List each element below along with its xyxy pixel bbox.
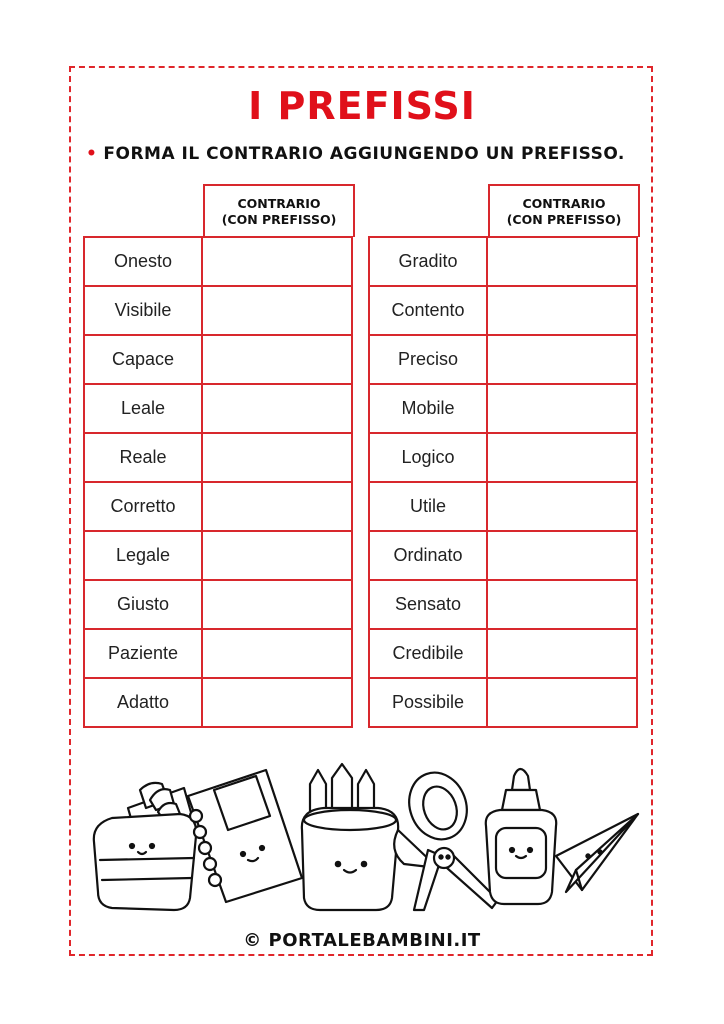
- word-cell: Onesto: [84, 237, 202, 286]
- header-line-1: CONTRARIO: [522, 196, 606, 211]
- word-cell: Visibile: [84, 286, 202, 335]
- word-cell: Mobile: [369, 384, 487, 433]
- word-cell: Preciso: [369, 335, 487, 384]
- answer-cell[interactable]: [487, 629, 637, 678]
- answer-cell[interactable]: [487, 286, 637, 335]
- table-row: [369, 678, 637, 727]
- table-row: [84, 433, 352, 482]
- answer-cell[interactable]: [202, 384, 352, 433]
- bullet-icon: •: [86, 144, 98, 164]
- word-cell: Gradito: [369, 237, 487, 286]
- answer-cell[interactable]: [202, 433, 352, 482]
- table-row: [84, 580, 352, 629]
- answer-cell[interactable]: [202, 286, 352, 335]
- table-row: [369, 433, 637, 482]
- answer-cell[interactable]: [487, 580, 637, 629]
- notebook-icon: [188, 770, 302, 902]
- answer-cell[interactable]: [487, 531, 637, 580]
- table-row: [84, 384, 352, 433]
- table-row: [369, 580, 637, 629]
- word-cell: Leale: [84, 384, 202, 433]
- table-row: [369, 531, 637, 580]
- answer-cell[interactable]: [487, 335, 637, 384]
- left-word-table: [83, 236, 353, 728]
- word-cell: Legale: [84, 531, 202, 580]
- answer-cell[interactable]: [487, 482, 637, 531]
- answer-cell[interactable]: [202, 678, 352, 727]
- answer-cell[interactable]: [202, 237, 352, 286]
- answer-cell[interactable]: [487, 433, 637, 482]
- table-row: [369, 384, 637, 433]
- word-cell: Giusto: [84, 580, 202, 629]
- header-line-2: (CON PREFISSO): [221, 212, 337, 227]
- school-supplies-illustration: [88, 760, 640, 920]
- answer-cell[interactable]: [202, 580, 352, 629]
- glue-bottle-icon: [486, 769, 556, 904]
- left-answer-header: [203, 184, 355, 237]
- word-cell: Credibile: [369, 629, 487, 678]
- paper-plane-icon: [556, 814, 638, 892]
- word-cell: Contento: [369, 286, 487, 335]
- crayon-box-icon: [94, 783, 196, 910]
- word-cell: Reale: [84, 433, 202, 482]
- table-row: [369, 237, 637, 286]
- table-row: [369, 482, 637, 531]
- word-cell: Possibile: [369, 678, 487, 727]
- word-cell: Utile: [369, 482, 487, 531]
- footer-credit: © PORTALEBAMBINI.IT: [243, 930, 481, 951]
- answer-cell[interactable]: [202, 335, 352, 384]
- table-row: [84, 531, 352, 580]
- answer-cell[interactable]: [487, 678, 637, 727]
- answer-cell[interactable]: [202, 482, 352, 531]
- word-cell: Sensato: [369, 580, 487, 629]
- word-cell: Paziente: [84, 629, 202, 678]
- table-row: [84, 482, 352, 531]
- page-title: I PREFISSI: [248, 84, 476, 128]
- table-row: [84, 678, 352, 727]
- header-line-2: (CON PREFISSO): [506, 212, 622, 227]
- word-cell: Adatto: [84, 678, 202, 727]
- table-row: [369, 335, 637, 384]
- table-row: [369, 629, 637, 678]
- pencil-cup-icon: [302, 764, 398, 910]
- header-line-1: CONTRARIO: [237, 196, 321, 211]
- table-row: [84, 237, 352, 286]
- table-row: [84, 286, 352, 335]
- table-row: [369, 286, 637, 335]
- table-row: [84, 629, 352, 678]
- answer-cell[interactable]: [202, 629, 352, 678]
- answer-cell[interactable]: [202, 531, 352, 580]
- right-word-table: [368, 236, 638, 728]
- word-cell: Corretto: [84, 482, 202, 531]
- word-cell: Capace: [84, 335, 202, 384]
- table-row: [84, 335, 352, 384]
- instruction: [86, 144, 625, 164]
- word-cell: Logico: [369, 433, 487, 482]
- right-answer-header: [488, 184, 640, 237]
- answer-cell[interactable]: [487, 237, 637, 286]
- answer-cell[interactable]: [487, 384, 637, 433]
- word-cell: Ordinato: [369, 531, 487, 580]
- scissors-icon: [394, 764, 498, 910]
- instruction-text: FORMA IL CONTRARIO AGGIUNGENDO UN PREFISSO.: [103, 144, 625, 164]
